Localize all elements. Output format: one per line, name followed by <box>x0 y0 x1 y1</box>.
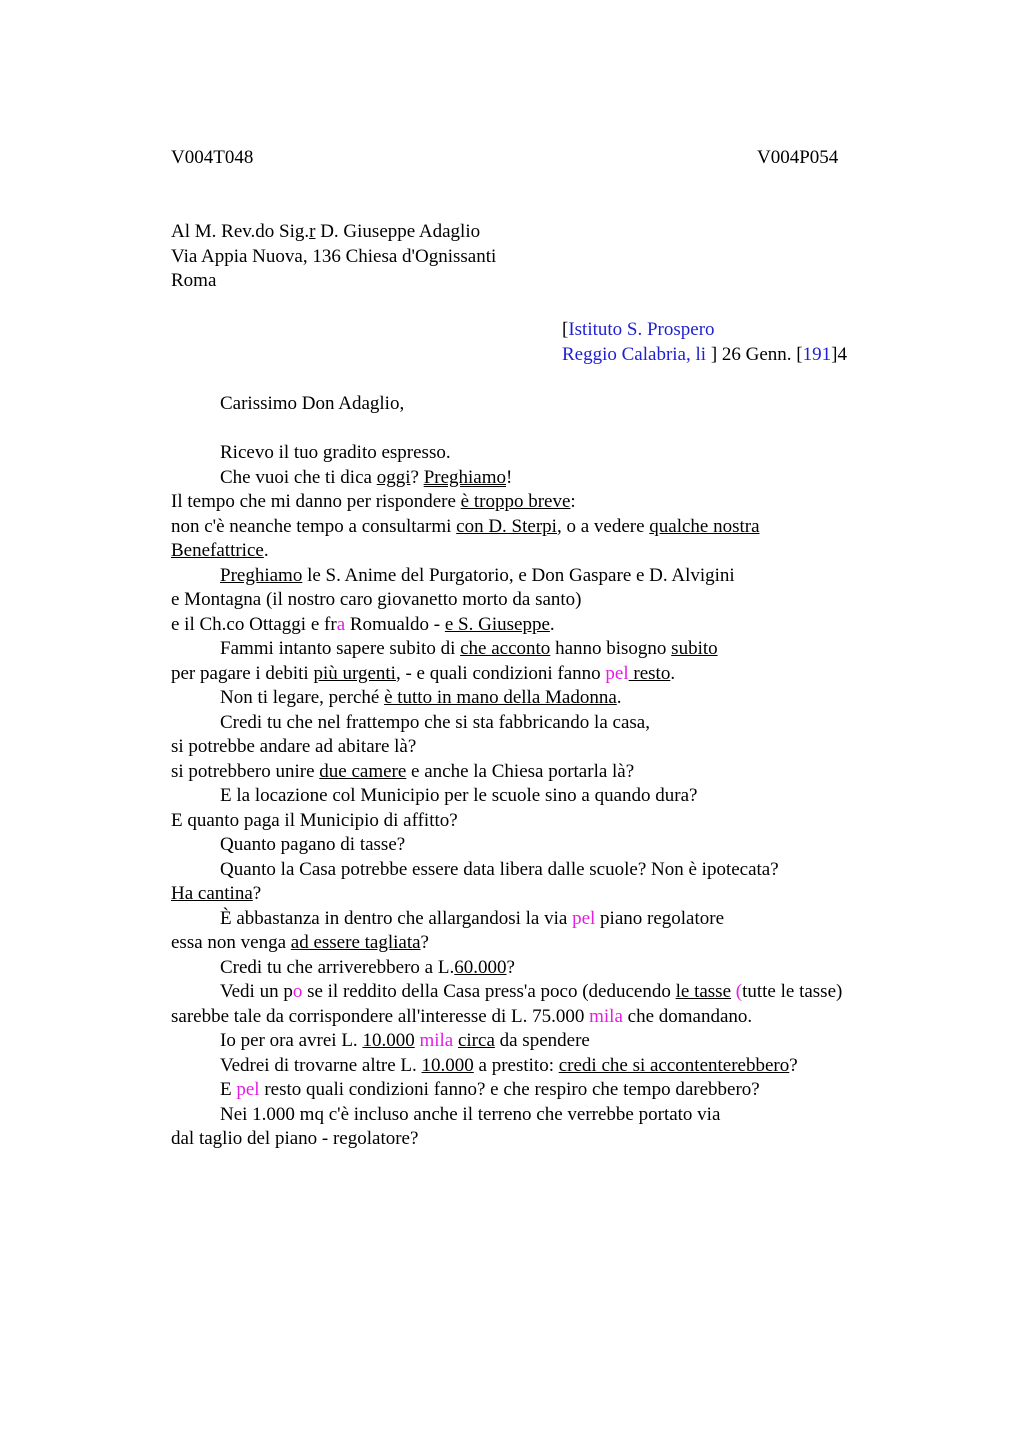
body-text-run: Che vuoi che ti dica <box>220 466 377 488</box>
body-text-run: . <box>263 540 269 561</box>
body-text-run: Ha cantina <box>171 883 253 904</box>
body-text-run: subito <box>671 638 718 659</box>
body-text-run: ! <box>506 466 513 488</box>
body-text-run: . <box>549 613 555 635</box>
body-line <box>171 490 931 515</box>
address-line-3: Roma <box>171 270 217 291</box>
body-text-run: , o a vedere <box>556 515 650 537</box>
body-text-run: credi che si accontenterebbero <box>558 1054 790 1076</box>
body-text-run: le S. Anime del Purgatorio, e Don Gaspare e D. Alvigini <box>302 564 735 586</box>
body-text-run: da spendere <box>494 1030 590 1051</box>
body-text-run: ad essere tagliata <box>290 932 421 953</box>
place-and-date <box>562 318 847 367</box>
body-line <box>171 809 931 834</box>
body-line <box>171 539 931 564</box>
body-text-run: con D. Sterpi <box>456 515 557 537</box>
body-text-run: ( <box>735 981 743 1002</box>
body-line <box>171 466 931 491</box>
document-code-left: V004T048 <box>171 147 254 168</box>
place-line-2 <box>562 343 847 368</box>
body-line <box>171 1005 931 1030</box>
body-line <box>171 980 931 1005</box>
body-line <box>171 613 931 638</box>
recipient-address <box>171 220 931 294</box>
body-text-run: ? <box>410 466 424 488</box>
body-text-run: Benefattrice <box>171 540 264 561</box>
body-text-run: più urgenti <box>313 662 396 684</box>
body-text-run: Il tempo che mi danno per rispondere <box>171 491 461 512</box>
salutation: Carissimo Don Adaglio, <box>220 393 405 414</box>
body-line <box>171 637 931 662</box>
body-line <box>171 760 931 785</box>
body-text-run: è tutto in mano della Madonna <box>384 687 617 708</box>
address-line-2: Via Appia Nuova, 136 Chiesa d'Ognissanti <box>171 245 497 267</box>
body-line <box>171 1127 931 1152</box>
body-text-run: le tasse <box>675 981 732 1002</box>
body-text-run: E <box>220 1079 237 1100</box>
body-text-run: Ricevo il tuo gradito espresso. <box>220 442 451 463</box>
body-line <box>171 441 931 466</box>
body-line <box>171 686 931 711</box>
place-bracket: [ <box>562 319 569 340</box>
body-text-run: Vedrei di trovarne altre L. <box>220 1054 422 1076</box>
place-line-1 <box>562 318 847 343</box>
body-text-run: ? <box>252 883 262 904</box>
body-text-run: due camere <box>319 760 407 782</box>
body-text-run: che acconto <box>460 638 551 659</box>
body-line <box>171 662 931 687</box>
body-text-run: Quanto pagano di tasse? <box>220 834 406 855</box>
body-line <box>171 515 931 540</box>
body-line <box>171 907 931 932</box>
body-text-run: tutte le tasse) <box>742 981 843 1002</box>
body-line <box>171 1078 931 1103</box>
place-city: Reggio Calabria, li <box>562 343 711 365</box>
body-text-run: o <box>292 981 303 1002</box>
body-text-run: pel <box>605 662 629 684</box>
body-text-run: mila <box>589 1005 623 1027</box>
body-text-run: piano regolatore <box>595 907 725 929</box>
body-text-run: , - e quali condizioni fanno <box>395 662 606 684</box>
body-text-run: pel <box>236 1079 260 1100</box>
body-line <box>171 956 931 981</box>
body-line <box>171 1029 931 1054</box>
body-text-run: : <box>570 491 576 512</box>
body-text-run: ? <box>420 932 429 953</box>
body-text-run: si potrebbero unire <box>171 760 320 782</box>
body-line <box>171 931 931 956</box>
body-text-run: se il reddito della Casa press'a poco (deducendo <box>302 981 676 1002</box>
body-text-run: Romualdo - <box>345 613 445 635</box>
body-lines <box>171 441 931 1152</box>
body-text-run: E la locazione col Municipio per le scuole sino a quando dura? <box>220 785 698 806</box>
body-line <box>171 858 931 883</box>
date-year-editorial: 191 <box>802 343 832 365</box>
address-line-1 <box>171 220 931 245</box>
body-text-run: . <box>670 662 676 684</box>
blank-line <box>171 417 931 442</box>
body-text-run: non c'è neanche tempo a consultarmi <box>171 515 457 537</box>
body-text-run: e anche la Chiesa portarla là? <box>406 760 635 782</box>
body-text-run: oggi <box>376 466 411 488</box>
date-day-month: ] 26 Genn. [ <box>710 343 803 365</box>
body-line <box>171 882 931 907</box>
body-text-run: ? <box>506 956 515 978</box>
body-text-run: per pagare i debiti <box>171 662 314 684</box>
body-text-run: 10.000 <box>362 1030 415 1051</box>
body-text-run: circa <box>457 1030 495 1051</box>
body-text-run: Credi tu che arriverebbero a L. <box>220 956 455 978</box>
body-text-run: sarebbe tale da corrispondere all'interesse di L. 75.000 <box>171 1005 590 1027</box>
address-line-1-r: r <box>309 221 316 242</box>
body-text-run: Preghiamo <box>423 466 507 488</box>
body-text-run: 60.000 <box>454 956 507 978</box>
body-text-run: Nei 1.000 mq c'è incluso anche il terreno che verrebbe portato via <box>220 1103 721 1125</box>
body-text-run: resto <box>628 662 671 684</box>
body-text-run: Fammi intanto sapere subito di <box>220 638 461 659</box>
body-text-run: essa non venga <box>171 932 291 953</box>
body-text-run: È abbastanza in dentro che allargandosi la via <box>220 907 573 929</box>
letter-body <box>171 392 931 1152</box>
body-text-run: e S. Giuseppe <box>444 613 550 635</box>
body-text-run: ? <box>789 1054 798 1076</box>
body-line <box>171 588 931 613</box>
body-text-run: hanno bisogno <box>550 638 672 659</box>
address-line-1-a: Al M. Rev.do Sig. <box>171 221 310 242</box>
body-text-run: che domandano. <box>622 1005 753 1027</box>
address-line-1-b: D. Giuseppe Adaglio <box>315 221 481 242</box>
date-year-end: ]4 <box>831 343 847 365</box>
body-text-run: resto quali condizioni fanno? e che respiro che tempo darebbero? <box>259 1079 760 1100</box>
body-text-run: si potrebbe andare ad abitare là? <box>171 736 417 757</box>
body-text-run: mila <box>419 1030 454 1051</box>
body-text-run: . <box>616 687 622 708</box>
body-line <box>171 735 931 760</box>
body-text-run: Io per ora avrei L. <box>220 1030 363 1051</box>
body-text-run: a prestito: <box>473 1054 559 1076</box>
document-code-right: V004P054 <box>757 147 839 168</box>
body-text-run: E quanto paga il Municipio di affitto? <box>171 809 458 831</box>
body-line <box>171 711 931 736</box>
body-text-run: Vedi un p <box>220 981 293 1002</box>
body-line <box>171 784 931 809</box>
body-text-run: a <box>336 613 346 635</box>
body-text-run: Credi tu che nel frattempo che si sta fabbricando la casa, <box>220 711 650 733</box>
body-line <box>171 1103 931 1128</box>
body-line <box>171 564 931 589</box>
body-text-run: 10.000 <box>421 1054 474 1076</box>
body-text-run: Quanto la Casa potrebbe essere data libera dalle scuole? Non è ipotecata? <box>220 858 779 880</box>
body-text-run: Preghiamo <box>220 564 303 586</box>
place-institute: Istituto S. Prospero <box>568 319 715 340</box>
body-text-run: dal taglio del piano - regolatore? <box>171 1128 419 1149</box>
body-text-run: è troppo breve <box>460 491 571 512</box>
body-text-run: e Montagna (il nostro caro giovanetto morto da santo) <box>171 589 582 610</box>
body-line <box>171 833 931 858</box>
body-text-run: pel <box>572 907 596 929</box>
body-text-run: Non ti legare, perché <box>220 687 385 708</box>
body-line <box>171 1054 931 1079</box>
body-text-run: e il Ch.co Ottaggi e fr <box>171 613 337 635</box>
body-text-run: qualche nostra <box>649 515 760 537</box>
